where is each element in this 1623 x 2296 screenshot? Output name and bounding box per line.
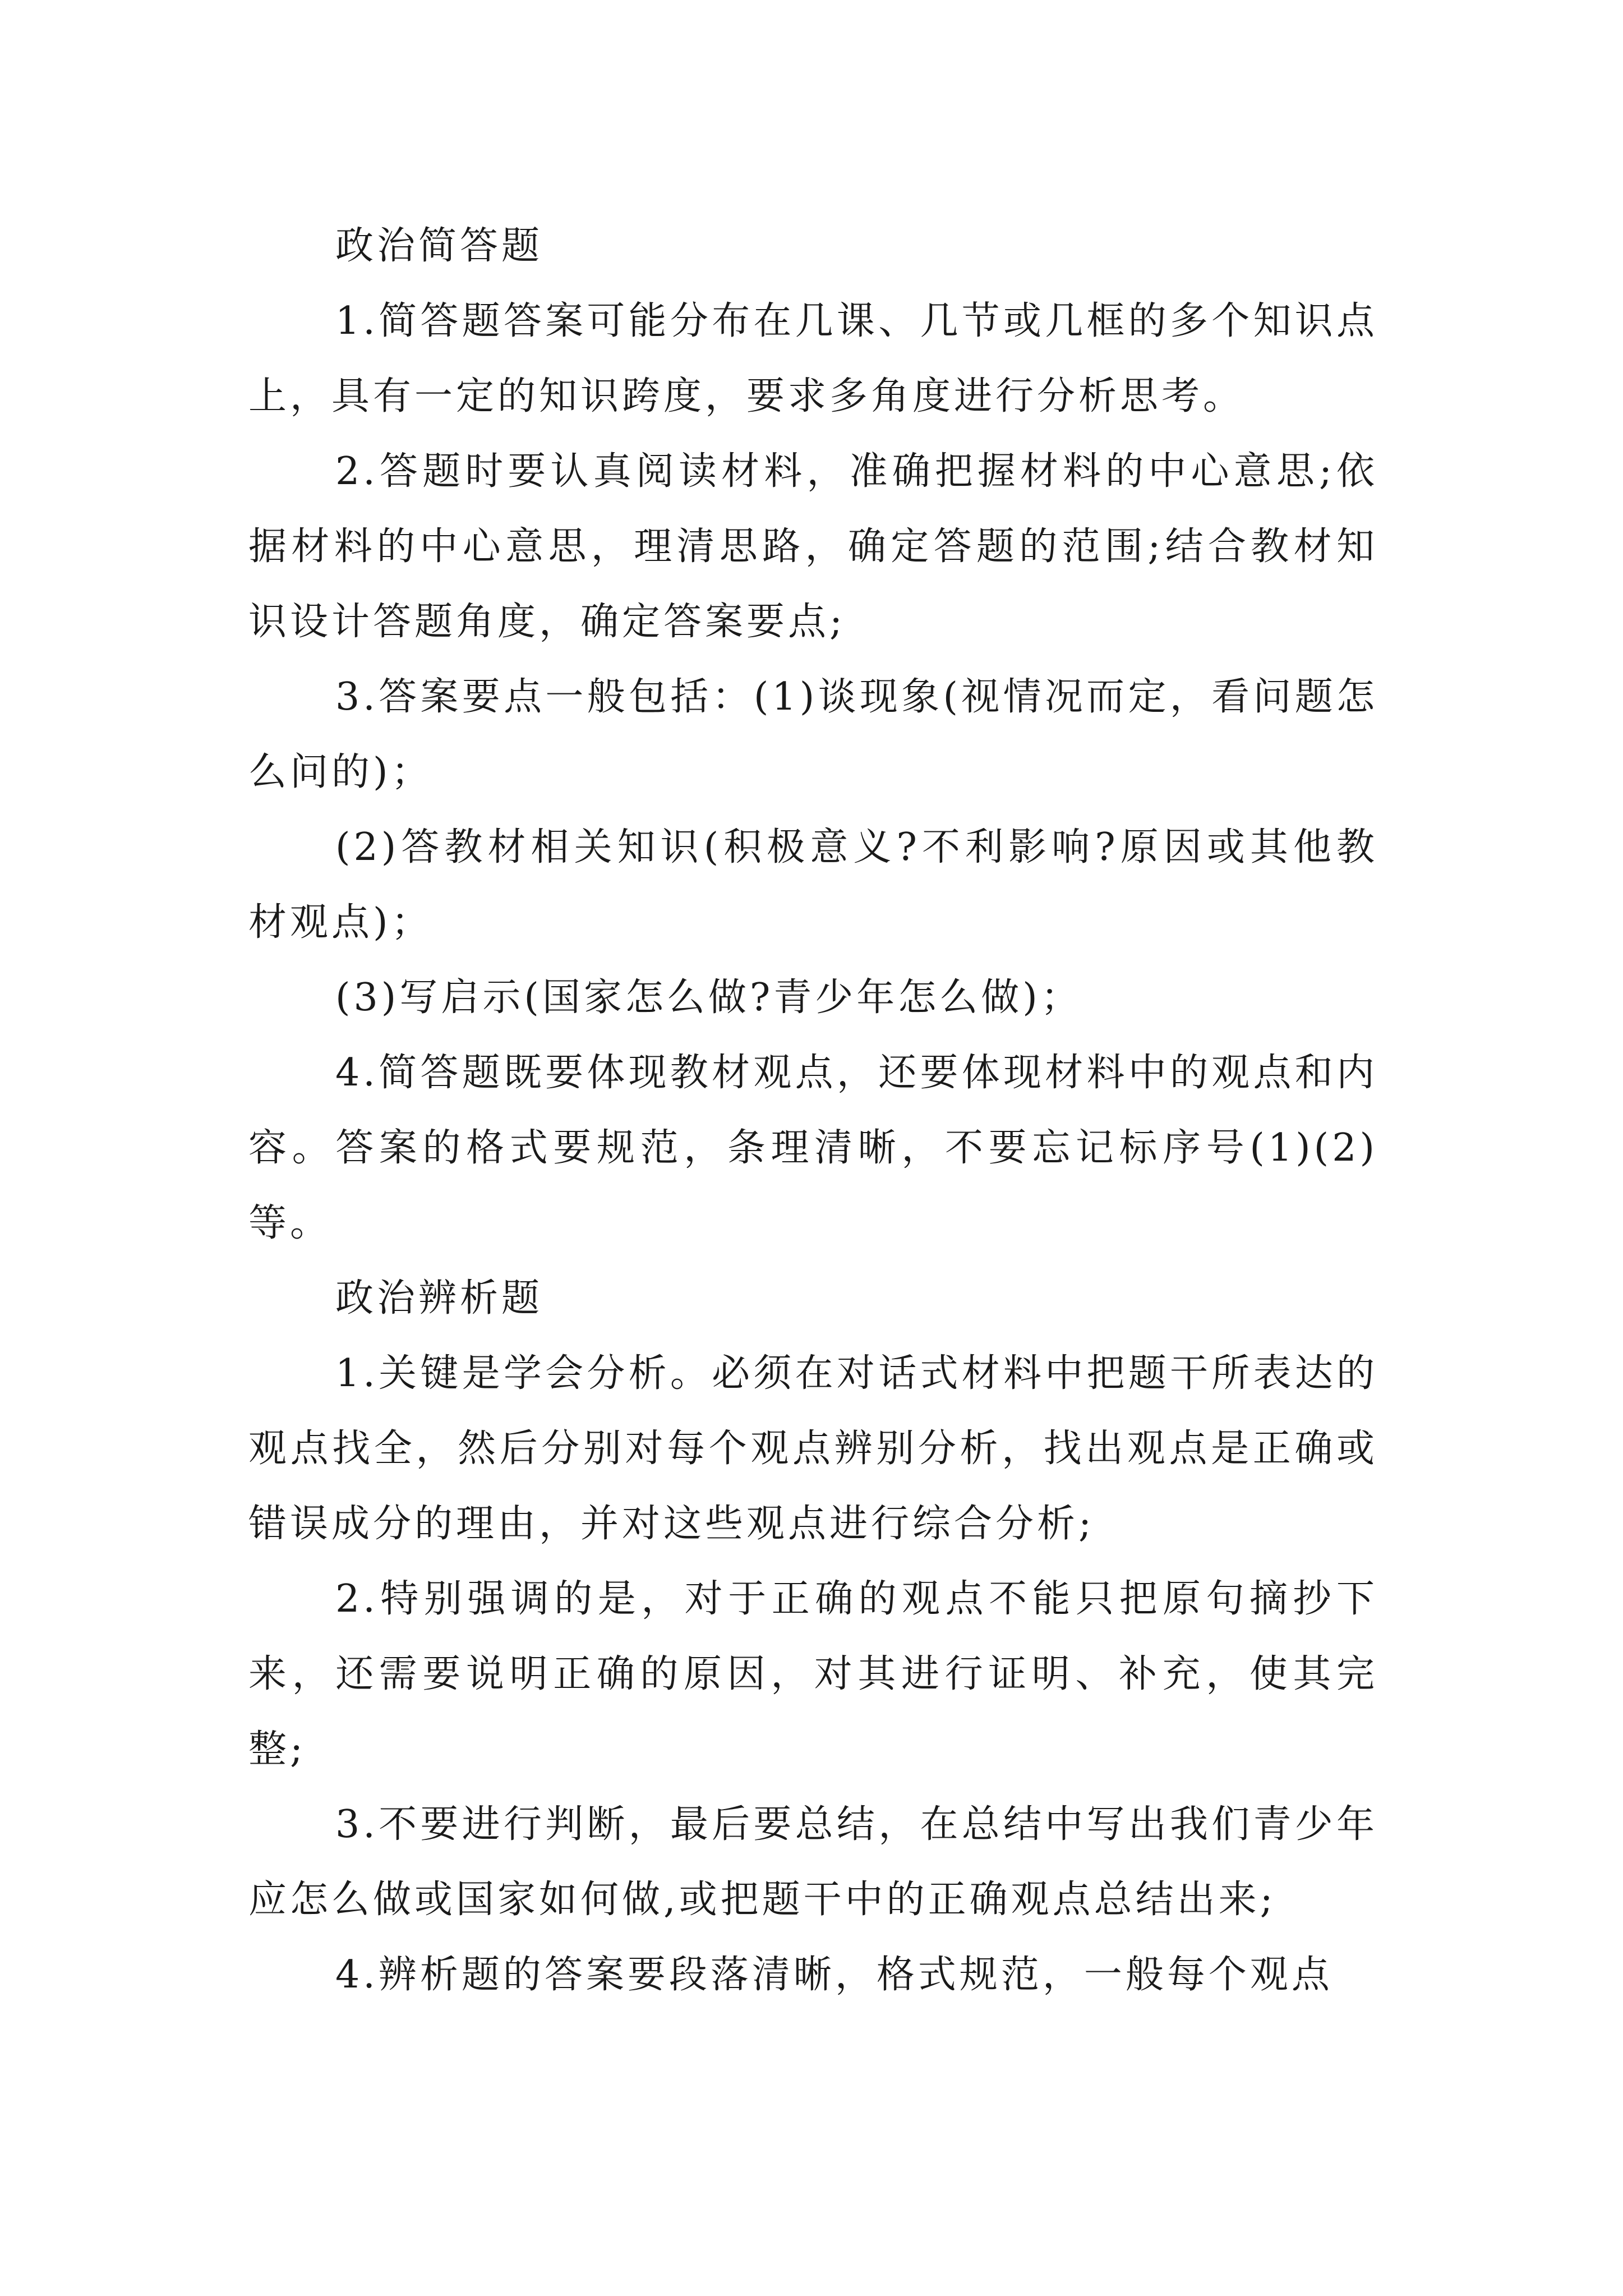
paragraph: 2.答题时要认真阅读材料，准确把握材料的中心意思;依据材料的中心意思，理清思路，确定答题的范围;结合教材知识设计答题角度，确定答案要点; [248,449,1378,644]
paragraph: 1.简答题答案可能分布在几课、几节或几框的多个知识点上，具有一定的知识跨度，要求多角度进行分析思考。 [248,299,1378,418]
document-body [248,209,1378,2013]
section-heading-short-answer: 政治简答题 [335,224,543,268]
paragraph: 2.特别强调的是，对于正确的观点不能只把原句摘抄下来，还需要说明正确的原因，对其进行证明、补充，使其完整; [248,1577,1378,1772]
paragraph: 4.辨析题的答案要段落清晰，格式规范，一般每个观点 [335,1953,1333,1997]
paragraph: (2)答教材相关知识(积极意义?不利影响?原因或其他教材观点)； [248,825,1378,945]
section-heading-analysis: 政治辨析题 [335,1276,543,1320]
paragraph: (3)写启示(国家怎么做?青少年怎么做)； [335,976,1082,1020]
paragraph: 4.简答题既要体现教材观点，还要体现材料中的观点和内容。答案的格式要规范，条理清晰，不要忘记标序号(1)(2)等。 [248,1051,1378,1245]
paragraph: 3.不要进行判断，最后要总结，在总结中写出我们青少年应怎么做或国家如何做,或把题干中的正确观点总结出来; [248,1802,1378,1922]
paragraph: 1.关键是学会分析。必须在对话式材料中把题干所表达的观点找全，然后分别对每个观点辨别分析，找出观点是正确或错误成分的理由，并对这些观点进行综合分析; [248,1351,1378,1546]
paragraph: 3.答案要点一般包括：(1)谈现象(视情况而定，看问题怎么问的)； [248,675,1378,794]
